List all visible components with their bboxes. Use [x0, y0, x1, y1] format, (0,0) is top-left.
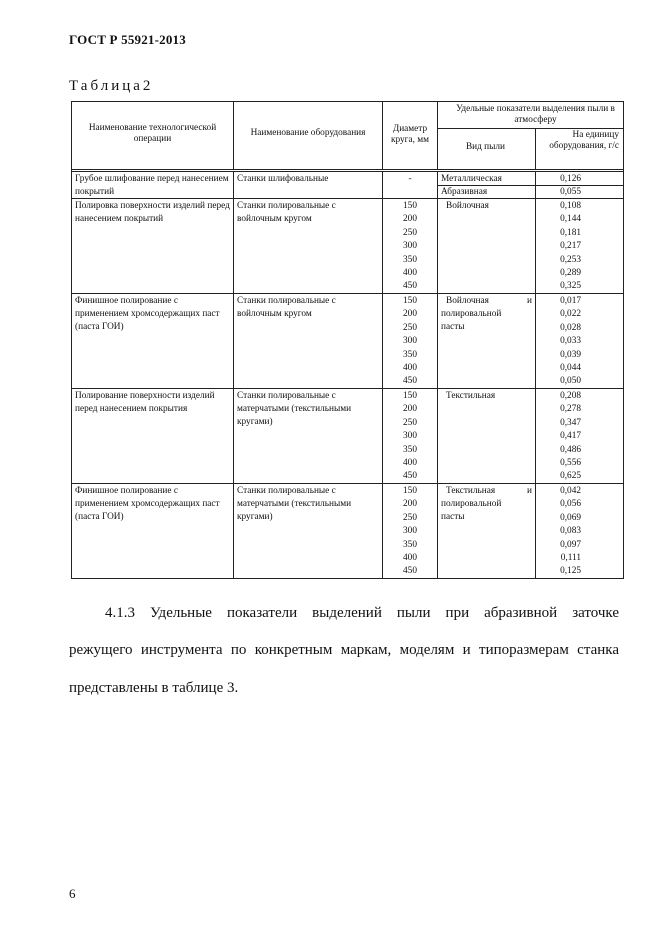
header-dust-type: Вид пыли: [465, 142, 506, 152]
diameter-value: 400: [403, 458, 417, 469]
equipment-text: Станки шлифовальные: [237, 174, 329, 184]
value-cell: [536, 199, 623, 293]
diameter-value: 400: [403, 363, 417, 374]
value-text: 0,111: [560, 553, 581, 564]
dust-type-text: Текстильная и: [446, 486, 532, 496]
header-diameter-cell: [383, 102, 438, 169]
equipment-cell: [234, 484, 383, 578]
diameter-cell: [383, 172, 438, 198]
header-equipment-cell: [234, 102, 383, 169]
value-cell: [536, 484, 623, 578]
diameter-value: 300: [403, 241, 417, 252]
value-text: 0,417: [560, 431, 581, 442]
diameter-value: 150: [403, 391, 417, 401]
dust-type-cell: [438, 172, 536, 198]
table-row: [72, 388, 623, 483]
dust-type-text: Текстильная: [446, 391, 496, 401]
value-text: 0,055: [560, 187, 581, 197]
diameter-value: 200: [403, 214, 417, 225]
value-text: 0,083: [560, 526, 581, 537]
diameter-value: 300: [403, 526, 417, 537]
value-cell: [536, 294, 623, 388]
header-group: Удельные показатели выделения пыли в атмосферу: [456, 104, 615, 125]
value-text: 0,056: [560, 499, 581, 510]
equipment-text: Станки полировальные с матерчатыми (текстильными кругами): [237, 486, 352, 522]
diameter-value: 200: [403, 309, 417, 320]
diameter-value: 150: [403, 486, 417, 496]
value-text: 0,028: [560, 322, 581, 333]
value-text: 0,050: [560, 376, 581, 387]
diameter-value: 300: [403, 431, 417, 442]
operation-cell: [72, 294, 234, 388]
header-equipment: Наименование оборудования: [250, 128, 366, 138]
dust-type-cell: [438, 294, 536, 388]
operation-cell: [72, 484, 234, 578]
value-text: 0,126: [560, 174, 581, 184]
table-caption: Таблица2: [69, 78, 154, 94]
header-per-unit: На единицу оборудования, г/с: [549, 130, 619, 151]
diameter-value: 450: [403, 376, 417, 387]
dust-type-text: пасты: [441, 322, 465, 332]
value-text: 0,253: [560, 254, 581, 265]
value-text: 0,044: [560, 363, 581, 374]
value-text: 0,144: [560, 214, 581, 225]
page-number: 6: [69, 886, 76, 901]
diameter-value: 150: [403, 201, 417, 211]
diameter-value: 450: [403, 281, 417, 292]
dust-type-text: полировальной: [441, 499, 502, 509]
equipment-cell: [234, 389, 383, 483]
equipment-cell: [234, 172, 383, 198]
value-text: 0,289: [560, 268, 581, 279]
diameter-value: 200: [403, 499, 417, 510]
operation-text: Финишное полирование с применением хромсодержащих паст (паста ГОИ): [75, 296, 220, 332]
paragraph-line: 4.1.3 Удельные показатели выделений пыли при абразивной заточке: [105, 605, 619, 621]
diameter-value: 400: [403, 268, 417, 279]
header-dust-type-cell: [438, 129, 536, 169]
equipment-text: Станки полировальные с войлочным кругом: [237, 201, 336, 224]
dust-type-text: Войлочная и: [446, 296, 532, 306]
value-text: 0,097: [560, 539, 581, 550]
equipment-cell: [234, 199, 383, 293]
value-text: 0,347: [560, 417, 581, 428]
diameter-value: 350: [403, 539, 417, 550]
diameter-value: 300: [403, 336, 417, 347]
operation-cell: [72, 172, 234, 198]
diameter-value: 450: [403, 471, 417, 482]
diameter-value: 150: [403, 296, 417, 306]
diameter-value: 200: [403, 404, 417, 415]
dust-type-text: пасты: [441, 512, 465, 522]
paragraph-line: режущего инструмента по конкретным маркам, моделям и типоразмерам станка: [69, 642, 619, 658]
equipment-text: Станки полировальные с войлочным кругом: [237, 296, 336, 319]
diameter-value: 350: [403, 254, 417, 265]
diameter-value: 250: [403, 512, 417, 523]
diameter-value: 250: [403, 417, 417, 428]
diameter-value: 350: [403, 349, 417, 360]
document-header: ГОСТ Р 55921-2013: [69, 32, 186, 47]
header-operation-cell: [72, 102, 234, 169]
value-text: 0,022: [560, 309, 581, 320]
header-diameter: Диаметр круга, мм: [390, 124, 430, 145]
value-text: 0,039: [560, 349, 581, 360]
value-cell: [536, 389, 623, 483]
value-text: 0,033: [560, 336, 581, 347]
dust-type-text: Абразивная: [441, 187, 488, 197]
table-row: [72, 293, 623, 388]
diameter-value: 350: [403, 444, 417, 455]
header-group-cell: [438, 102, 623, 129]
operation-text: Полирование поверхности изделий перед нанесением покрытия: [75, 391, 215, 414]
value-text: 0,069: [560, 512, 581, 523]
diameter-value: -: [408, 174, 412, 184]
table-row: [72, 169, 623, 198]
dust-type-text: Металлическая: [441, 174, 502, 184]
operation-cell: [72, 199, 234, 293]
dust-type-cell: [438, 199, 536, 293]
diameter-value: 400: [403, 553, 417, 564]
diameter-cell: [383, 294, 438, 388]
value-text: 0,108: [560, 201, 581, 211]
diameter-cell: [383, 389, 438, 483]
diameter-value: 450: [403, 566, 417, 577]
value-text: 0,181: [560, 227, 581, 238]
diameter-cell: [383, 199, 438, 293]
table-row: [72, 198, 623, 293]
value-text: 0,217: [560, 241, 581, 252]
dust-type-text: полировальной: [441, 309, 502, 319]
operation-text: Грубое шлифование перед нанесением покрытий: [75, 174, 229, 197]
header-operation: Наименование технологической операции: [88, 123, 217, 144]
header-per-unit-cell: [536, 129, 623, 169]
table-header: [72, 102, 623, 169]
value-text: 0,486: [560, 444, 581, 455]
emissions-table: [71, 101, 624, 579]
equipment-cell: [234, 294, 383, 388]
value-text: 0,325: [560, 281, 581, 292]
value-text: 0,125: [560, 566, 581, 577]
operation-cell: [72, 389, 234, 483]
table-row: [72, 483, 623, 578]
value-text: 0,278: [560, 404, 581, 415]
operation-text: Полировка поверхности изделий перед нанесением покрытий: [75, 201, 230, 224]
diameter-value: 250: [403, 227, 417, 238]
value-text: 0,042: [560, 486, 581, 496]
diameter-value: 250: [403, 322, 417, 333]
paragraph-line: представлены в таблице 3.: [69, 680, 239, 696]
value-text: 0,017: [560, 296, 581, 306]
value-text: 0,208: [560, 391, 581, 401]
value-text: 0,625: [560, 471, 581, 482]
dust-type-cell: [438, 389, 536, 483]
operation-text: Финишное полирование с применением хромсодержащих паст (паста ГОИ): [75, 486, 220, 522]
dust-type-text: Войлочная: [446, 201, 489, 211]
dust-type-cell: [438, 484, 536, 578]
diameter-cell: [383, 484, 438, 578]
value-cell: [536, 172, 623, 198]
equipment-text: Станки полировальные с матерчатыми (текстильными кругами): [237, 391, 352, 427]
value-text: 0,556: [560, 458, 581, 469]
